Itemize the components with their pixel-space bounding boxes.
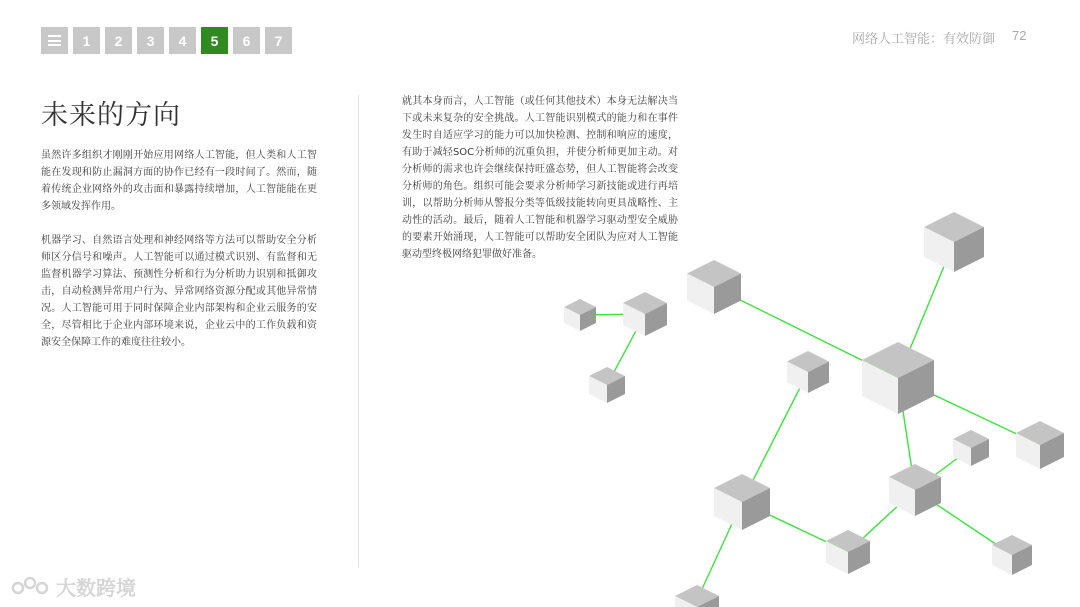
nav-page-6-button[interactable]: 6 (233, 27, 260, 54)
nav-page-5-button[interactable]: 5 (201, 27, 228, 54)
nav-page-1-button[interactable]: 1 (73, 27, 100, 54)
nav-page-4-button[interactable]: 4 (169, 27, 196, 54)
watermark-text: 大数跨境 (56, 576, 136, 600)
watermark-logo-icon (10, 575, 50, 599)
section-title: 未来的方向 (41, 100, 181, 131)
body-paragraph-1: 虽然许多组织才刚刚开始应用网络人工智能，但人类和人工智能在发现和防止漏洞方面的协作已经有一段时间了。然而，随着传统企业网络外的攻击面和暴露持续增加，人工智能能在更多领域发挥作用。 (41, 150, 317, 212)
nav-page-2-button[interactable]: 2 (105, 27, 132, 54)
page-number: 72 (1012, 28, 1027, 43)
nav-page-3-button[interactable]: 3 (137, 27, 164, 54)
body-paragraph-2: 机器学习、自然语言处理和神经网络等方法可以帮助安全分析师区分信号和噪声。人工智能可以通过模式识别、有监督和无监督机器学习算法、预测性分析和行为分析助力识别和抵御攻击，自动检测异常用户行为、异常网络资源分配或其他异常情况。人工智能可用于同时保障企业内部架构和企业云服务的安全，尽管相比于企业内部环境来说，企业云中的工作负载和资源安全保障工作的难度往往较小。 (41, 235, 317, 348)
body-paragraph-3: 就其本身而言，人工智能（或任何其他技术）本身无法解决当下或未来复杂的安全挑战。人工智能识别模式的能力和在事件发生时自适应学习的能力可以加快检测、控制和响应的速度，有助于减轻SOC分析师的沉重负担，并使分析师更加主动。对分析师的需求也许会继续保持旺盛态势，但人工智能将会改变分析师的角色。组织可能会要求分析师学习新技能或进行再培训，以帮助分析师从警报分类等低级技能转向更具战略性、主动性的活动。最后，随着人工智能和机器学习驱动型安全威胁的要素开始涌现，人工智能可以帮助安全团队为应对人工智能驱动型终极网络犯罪做好准备。 (402, 96, 678, 260)
nav-page-7-button[interactable]: 7 (265, 27, 292, 54)
document-title: 网络人工智能：有效防御 (852, 32, 996, 47)
watermark (10, 572, 136, 601)
